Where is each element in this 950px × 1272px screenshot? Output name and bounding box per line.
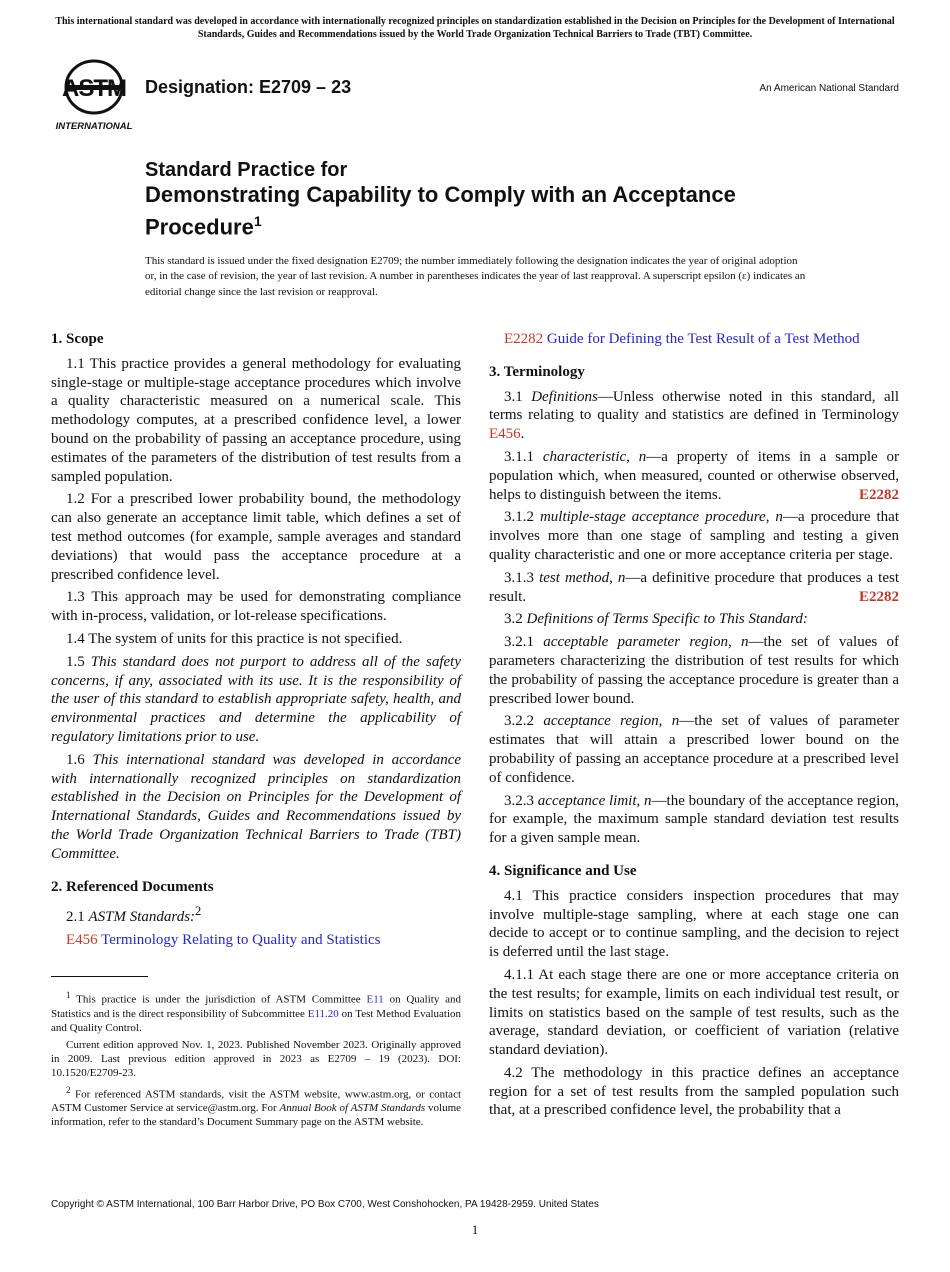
para-4-1-1: 4.1.1 At each stage there are one or more acceptance criteria on the test results; for example, limits on each individual test result, or limits on statistics based on the sample of test results, such as the average, standard deviation, or coefficient of variation (relative standard deviation). [489,966,899,1059]
left-column [51,330,461,954]
para-3-2-2: 3.2.2 acceptance region, n—the set of values of parameter estimates that will attain a prescribed lower bound on the probability of passing an acceptance procedure at a prescribed level of confidence. [489,713,900,786]
issue-note: This standard is issued under the fixed designation E2709; the number immediately following the designation indicates the year of original adoption or, in the case of revision, the year of last revision. A number in parentheses indicates the year of last reapproval. A superscript epsilon (ε) indicates an editorial change since the last revision or reapproval. [145,255,806,298]
right-column [489,330,899,1124]
para-3-1-2: 3.1.2 multiple-stage acceptance procedure, n—a procedure that involves more than one stage of sampling and testing a given quality characteristic and one or more acceptance criteria per stage. [489,509,899,563]
tag-e2282[interactable]: E2282 [858,588,899,605]
american-national-standard: An American National Standard [759,83,899,94]
designation: Designation: E2709 – 23 [145,77,352,97]
terminology-heading: 3. Terminology [489,363,585,380]
tag-e2282[interactable]: E2282 [858,486,899,503]
page-number: 1 [471,1222,479,1237]
link-e456[interactable]: E456 [489,426,521,443]
para-3-2: 3.2 Definitions of Terms Specific to This Standard: [504,611,808,628]
link-e11-20[interactable]: E11.20 [307,1007,339,1020]
footnote-divider [51,976,148,977]
title-block [145,158,845,240]
svg-text:INTERNATIONAL: INTERNATIONAL [55,121,133,132]
para-2-1: 2.1 ASTM Standards:$^2$ [66,904,202,926]
para-3-1: 3.1 Definitions—Unless otherwise noted in this standard, all terms relating to quality and statistics are defined in Terminology E456. [489,388,900,443]
ref-e2282-title[interactable]: Guide for Defining the Test Result of a Test Method [546,331,860,347]
para-1-5: 1.5 This standard does not purport to address all of the safety concerns, if any, associated with its use. It is the responsibility of the user of this standard to establish appropriate safety, health, and environmental practices and determine the applicability of regulatory limitations prior to use. [51,653,461,745]
scope-heading: 1. Scope [51,331,104,347]
para-4-2: 4.2 The methodology in this practice defines an acceptance region for a set of test results from the sampled population such that, at a prescribed confidence level, the probability that a [489,1064,899,1119]
svg-text:ASTM: ASTM [62,75,126,102]
para-1-2: 1.2 For a prescribed lower probability bound, the methodology can also generate an acceptance limit table, which defines a set of test method outcomes (for example, sample averages and standard deviations) that would pass the acceptance procedure at a prescribed confidence level. [51,491,461,583]
ref-e2282[interactable] [489,330,899,349]
para-1-3: 1.3 This approach may be used for demonstrating compliance with in-process, validation, or lot-release specifications. [51,589,461,625]
para-1-4: 1.4 The system of units for this practice is not specified. [66,630,403,647]
footnote-1: $^1$ This practice is under the jurisdiction of ASTM Committee E11 on Quality and Statistics and is the direct responsibility of Subcommittee E11.20 on Test Method Evaluation and Quality Control. [51,990,461,1034]
para-3-2-3: 3.2.3 acceptance limit, n—the boundary of the acceptance region, for example, the maximum sample standard deviation test results for a given sample mean. [489,792,900,847]
astm-logo [52,58,136,132]
para-1-1: 1.1 This practice provides a general methodology for evaluating single-stage or multiple-stage acceptance procedures which involve a quality characteristic measured on a numerical scale. This methodology computes, at a prescribed confidence level, a lower bound on the probability of passing an acceptance procedure, using estimates of the parameters of the distribution of test results from a sampled population. [51,355,461,485]
ref-e2282-code[interactable]: E2282 [504,331,544,347]
ref-e456-title[interactable]: Terminology Relating to Quality and Statistics [101,932,381,949]
para-4-1: 4.1 This practice considers inspection procedures that may involve multiple-stage sampling, where at each stage one can decide to accept or to continue sampling, and the decision to reject is deferred until the last stage. [489,887,899,961]
para-3-2-1: 3.2.1 acceptable parameter region, n—the set of values of parameters characterizing the distribution of test results for which the probability of passing the acceptance procedure is greater than a prescribed lower bound. [489,634,899,707]
footnote-edition: Current edition approved Nov. 1, 2023. Published November 2023. Originally approved in 2009. Last previous edition approved in 2023 as E2709 – 19 (2023). DOI: 10.1520/E2709-23. [51,1038,461,1079]
title-main: Demonstrating Capability to Comply with an Acceptance Procedure$^1$ [145,182,736,240]
title-prefix: Standard Practice for [145,159,348,181]
para-3-1-3: 3.1.3 test method, n—a definitive procedure that produces a test result. E2282 [489,569,899,605]
para-1-6: 1.6 This international standard was developed in accordance with internationally recognized principles on standardization established in the Decision on Principles for the Development of International Standards, Guides and Recommendations issued by the World Trade Organization Technical Barriers to Trade (TBT) Committee. [51,751,462,862]
title-footnote-marker: 1 [253,213,262,229]
astm-logo-icon [52,58,136,132]
footnote-2: $^2$ For referenced ASTM standards, visit the ASTM website, www.astm.org, or contact ASTM Customer Service at service@astm.org. For Annual Book of ASTM Standards volume information, refer to the standard’s Document Summary page on the ASTM website. [51,1084,462,1129]
top-note: This international standard was developed in accordance with internationally recognized principles on standardization established in the Decision on Principles for the Development of International Standards, Guides and Recommendations issued by the World Trade Organization Technical Barriers to Trade (TBT) Committee. [55,16,895,40]
refdocs-heading: 2. Referenced Documents [51,878,214,895]
copyright: Copyright © ASTM International, 100 Barr Harbor Drive, PO Box C700, West Conshohocken, PA 19428-2959. United States [51,1199,599,1210]
footnotes [51,988,461,1132]
para-3-1-1: 3.1.1 characteristic, n—a property of items in a sample or population which, when measured, counted or otherwise observed, helps to distinguish between the items. E2282 [489,448,899,503]
link-e11[interactable]: E11 [366,993,384,1006]
significance-heading: 4. Significance and Use [489,862,637,879]
ref-e456[interactable] [51,931,461,950]
ref-e456-code[interactable]: E456 [66,932,98,949]
